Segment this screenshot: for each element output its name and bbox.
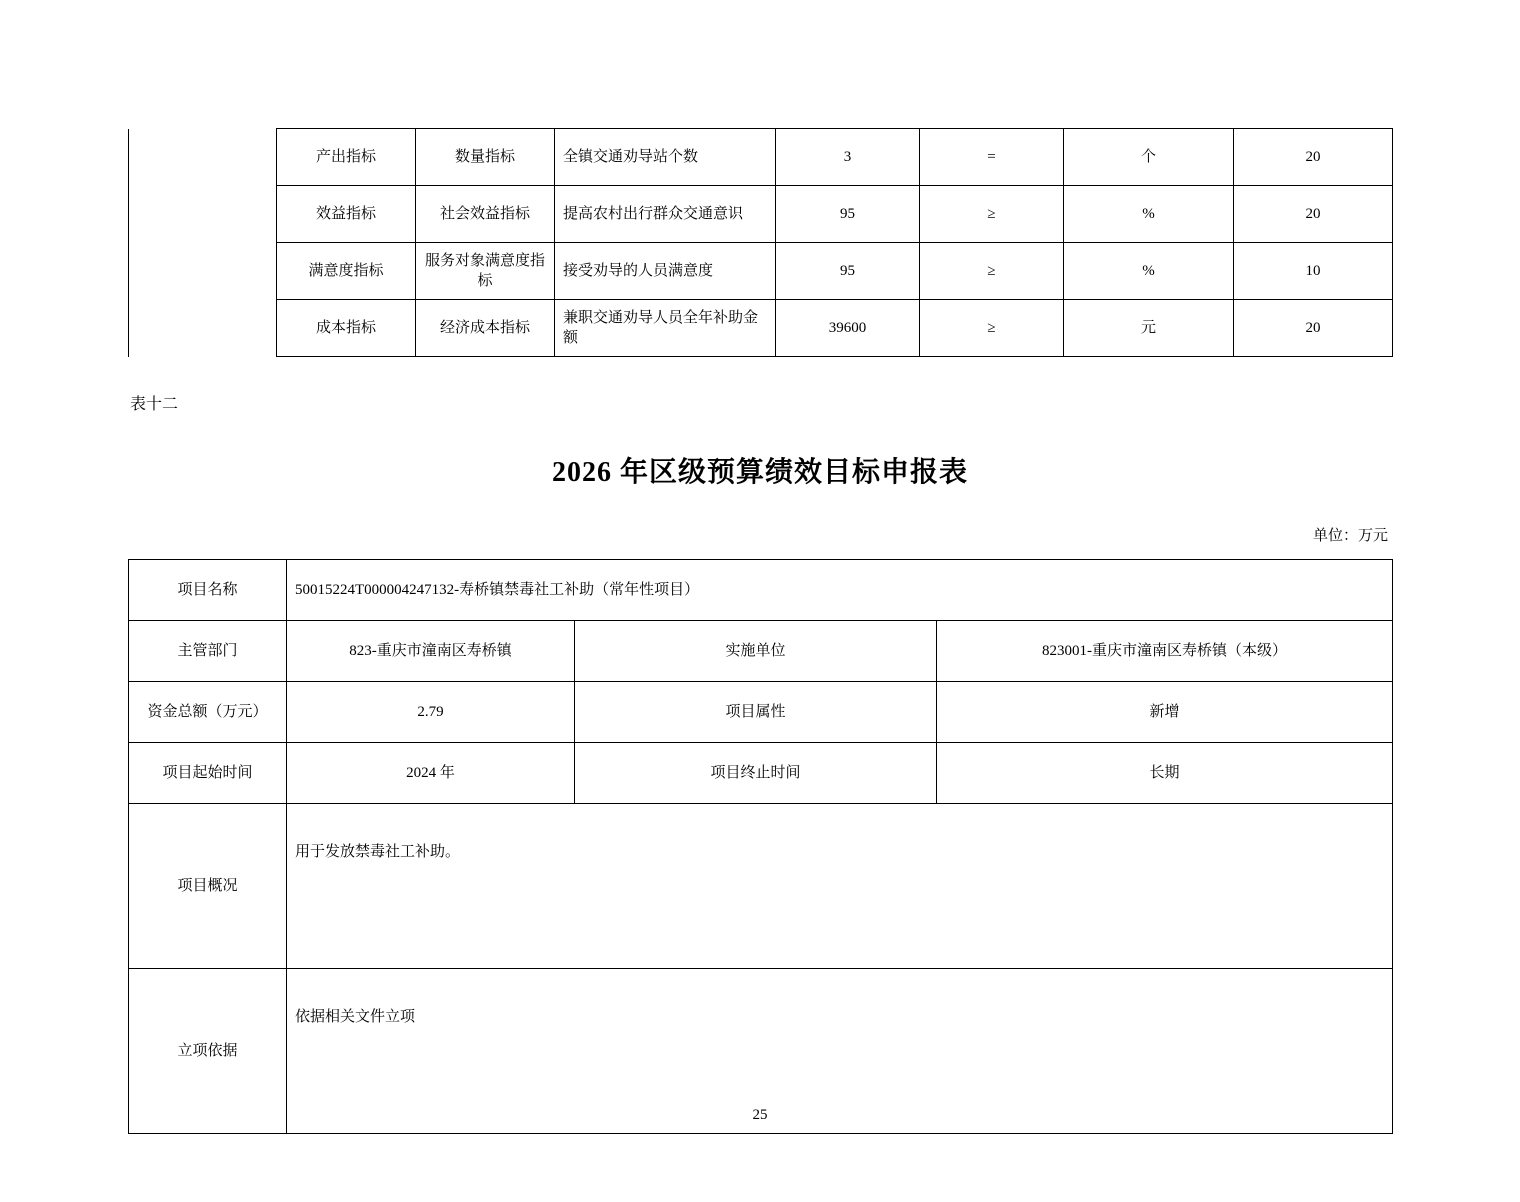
document-page	[0, 128, 1520, 1202]
indicator-category: 效益指标	[277, 186, 416, 243]
indicator-weight: 20	[1234, 186, 1393, 243]
indicator-subcategory: 服务对象满意度指标	[416, 243, 555, 300]
indicator-value: 3	[776, 129, 920, 186]
indicator-subcategory: 经济成本指标	[416, 300, 555, 357]
basis-label: 立项依据	[129, 969, 287, 1134]
indicator-symbol: =	[920, 129, 1064, 186]
end-value: 长期	[937, 743, 1393, 804]
indicator-category: 产出指标	[277, 129, 416, 186]
end-label: 项目终止时间	[575, 743, 937, 804]
impl-unit-label: 实施单位	[575, 621, 937, 682]
page-title: 2026 年区级预算绩效目标申报表	[551, 457, 968, 488]
indicator-symbol: ≥	[920, 300, 1064, 357]
attribute-value: 新增	[937, 682, 1393, 743]
table-row	[129, 300, 1393, 357]
indicator-category: 成本指标	[277, 300, 416, 357]
indicator-symbol: ≥	[920, 186, 1064, 243]
form-row-amount	[129, 682, 1393, 743]
indicator-subcategory: 数量指标	[416, 129, 555, 186]
overview-value: 用于发放禁毒社工补助。	[287, 804, 1393, 969]
indicator-weight: 10	[1234, 243, 1393, 300]
indicator-symbol: ≥	[920, 243, 1064, 300]
form-row-project-name	[129, 560, 1393, 621]
indicator-weight: 20	[1234, 300, 1393, 357]
indicator-value: 95	[776, 186, 920, 243]
table-row	[129, 243, 1393, 300]
indicator-subcategory: 社会效益指标	[416, 186, 555, 243]
unit-note: 单位：万元	[1312, 528, 1388, 544]
performance-indicator-table	[128, 128, 1393, 357]
amount-value: 2.79	[287, 682, 575, 743]
dept-label: 主管部门	[129, 621, 287, 682]
form-row-period	[129, 743, 1393, 804]
indicator-name: 兼职交通劝导人员全年补助金额	[555, 300, 776, 357]
indicator-unit: 个	[1064, 129, 1234, 186]
dept-value: 823-重庆市潼南区寿桥镇	[287, 621, 575, 682]
indicator-name: 全镇交通劝导站个数	[555, 129, 776, 186]
form-row-overview	[129, 804, 1393, 969]
page-number: 25	[752, 1107, 768, 1123]
indicator-weight: 20	[1234, 129, 1393, 186]
amount-label: 资金总额（万元）	[129, 682, 287, 743]
table-row	[129, 129, 1393, 186]
table-row	[129, 186, 1393, 243]
indicator-value: 95	[776, 243, 920, 300]
indicator-category: 满意度指标	[277, 243, 416, 300]
project-name-label: 项目名称	[129, 560, 287, 621]
indicator-unit: %	[1064, 243, 1234, 300]
start-label: 项目起始时间	[129, 743, 287, 804]
indicator-unit: 元	[1064, 300, 1234, 357]
indicator-unit: %	[1064, 186, 1234, 243]
project-name-value: 50015224T000004247132-寿桥镇禁毒社工补助（常年性项目）	[287, 560, 1393, 621]
indicator-name: 接受劝导的人员满意度	[555, 243, 776, 300]
impl-unit-value: 823001-重庆市潼南区寿桥镇（本级）	[937, 621, 1393, 682]
start-value: 2024 年	[287, 743, 575, 804]
row-group-blank-cell	[129, 129, 277, 357]
budget-performance-form	[128, 559, 1393, 1134]
sheet-label: 表十二	[130, 396, 179, 413]
basis-value: 依据相关文件立项	[287, 969, 1393, 1134]
indicator-value: 39600	[776, 300, 920, 357]
form-row-department	[129, 621, 1393, 682]
indicator-name: 提高农村出行群众交通意识	[555, 186, 776, 243]
overview-label: 项目概况	[129, 804, 287, 969]
attribute-label: 项目属性	[575, 682, 937, 743]
